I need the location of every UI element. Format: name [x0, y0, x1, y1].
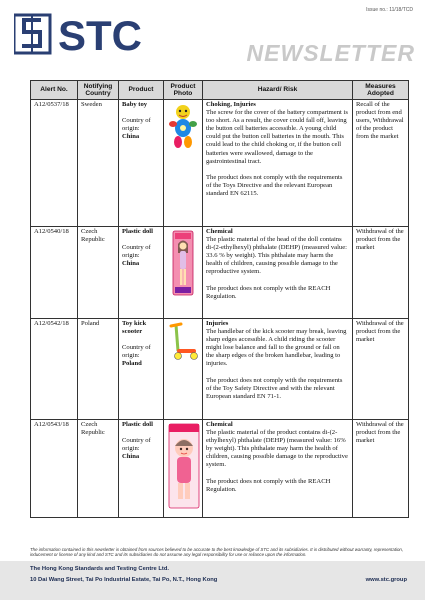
table-row	[31, 319, 409, 420]
origin-country: China	[122, 453, 140, 461]
origin-country: China	[122, 260, 140, 268]
product-cell	[119, 319, 164, 420]
origin-label: Country of origin:	[122, 244, 151, 260]
origin-country: Poland	[122, 360, 142, 368]
table-row	[31, 100, 409, 227]
column-header-measures: Measures Adopted	[353, 81, 409, 100]
product-cell	[119, 100, 164, 227]
product-photo-cell	[164, 319, 203, 420]
column-header-alert: Alert No.	[31, 81, 78, 100]
origin-label: Country of origin:	[122, 117, 151, 133]
table-row	[31, 420, 409, 518]
website-link[interactable]: www.stc.group	[365, 577, 407, 583]
product-photo-cell	[164, 100, 203, 227]
hazard-text: The plastic material of the head of the doll contains di-(2-ethylhexyl) phthalate (DEHP) (measured value: 33.6 % by weight). This phthalate may harm the health of children, causing possible damage to the reproductive system.	[206, 236, 347, 276]
hazard-cell	[203, 319, 353, 420]
product-name: Plastic doll	[122, 228, 153, 235]
product-name: Toy kick scooter	[122, 320, 147, 336]
product-photo-cell	[164, 227, 203, 319]
measures-adopted: Recall of the product from end users, Withdrawal of the product from the market	[353, 100, 409, 227]
logo-text: STC	[58, 13, 142, 55]
alert-number: A12/0537/18	[31, 100, 78, 227]
company-name: The Hong Kong Standards and Testing Centre Ltd.	[30, 566, 170, 572]
alert-number: A12/0543/18	[31, 420, 78, 518]
company-address: 10 Dai Wang Street, Tai Po Industrial Estate, Tai Po, N.T., Hong Kong	[30, 577, 218, 583]
product-cell	[119, 420, 164, 518]
baby-toy-photo	[167, 102, 199, 154]
table-row	[31, 227, 409, 319]
measures-adopted: Withdrawal of the product from the market	[353, 227, 409, 319]
hazard-text: The plastic material of the product contains di-(2-ethylhexyl) phthalate (DEHP) (measured value: 16% by weight). This phthalate may harm the health of children, causing possible damage to the reproductive system.	[206, 429, 348, 469]
notifying-country: Poland	[78, 319, 119, 420]
disclaimer-text: The information contained in this newsletter is obtained from sources believed to be accurate to the best knowledge of STC and its subsidiaries. It is distributed without warranty, representation, inducement or license of any kind and STC and its subsidiaries do not assume any legal responsibility for use or reliance upon the information.	[30, 547, 404, 558]
compliance-text: The product does not comply with the REACH Regulation.	[206, 284, 331, 300]
notifying-country: Sweden	[78, 100, 119, 227]
hazard-title: Choking, Injuries	[206, 101, 256, 108]
hazard-text: The screw for the cover of the battery compartment is too short. As a result, the cover could fall off, leaving the button cell batteries accessible. A young child could put the button cell batteries in the mouth. This could lead to the child choking or, if the button cell batteries were swallowed, damage to the gastrointestinal tract.	[206, 109, 348, 165]
compliance-text: The product does not comply with the requirements of the Toys Directive and the relevant European standard EN 62115.	[206, 173, 343, 197]
measures-adopted: Withdrawal of the product from the market	[353, 420, 409, 518]
hazard-title: Injuries	[206, 320, 229, 327]
compliance-text: The product does not comply with the REACH Regulation.	[206, 477, 331, 493]
product-cell	[119, 227, 164, 319]
hazard-title: Chemical	[206, 228, 233, 235]
product-name: Plastic doll	[122, 421, 153, 428]
newsletter-title: NEWSLETTER	[246, 40, 415, 66]
column-header-photo: Product Photo	[164, 81, 203, 100]
kick-scooter-photo	[167, 321, 199, 361]
origin-country: China	[122, 133, 140, 141]
hazard-title: Chemical	[206, 421, 233, 428]
stc-logo	[14, 13, 184, 55]
origin-label: Country of origin:	[122, 344, 151, 360]
product-photo-cell	[164, 420, 203, 518]
alert-number: A12/0540/18	[31, 227, 78, 319]
issue-number: Issue no.: 11/18/TCD	[366, 7, 413, 13]
compliance-text: The product does not comply with the requirements of the Toy Safety Directive and with the relevant European standard EN 71-1.	[206, 376, 343, 400]
hazard-cell	[203, 227, 353, 319]
hazard-cell	[203, 420, 353, 518]
hazard-cell	[203, 100, 353, 227]
column-header-product: Product	[119, 81, 164, 100]
table-header-row	[31, 81, 409, 100]
recall-table	[30, 80, 409, 518]
product-name: Baby toy	[122, 101, 148, 108]
hazard-text: The handlebar of the kick scooter may break, leaving sharp edges accessible. A child riding the scooter might lose balance and fall to the ground or fall on the sharp edges of the broken handlebar, leading to injuries.	[206, 328, 347, 368]
alert-number: A12/0542/18	[31, 319, 78, 420]
column-header-hazard: Hazard/ Risk	[203, 81, 353, 100]
notifying-country: Czech Republic	[78, 227, 119, 319]
column-header-country: Notifying Country	[78, 81, 119, 100]
notifying-country: Czech Republic	[78, 420, 119, 518]
plastic-doll-photo	[171, 229, 195, 299]
origin-label: Country of origin:	[122, 437, 151, 453]
measures-adopted: Withdrawal of the product from the market	[353, 319, 409, 420]
boxed-doll-photo	[167, 422, 201, 510]
